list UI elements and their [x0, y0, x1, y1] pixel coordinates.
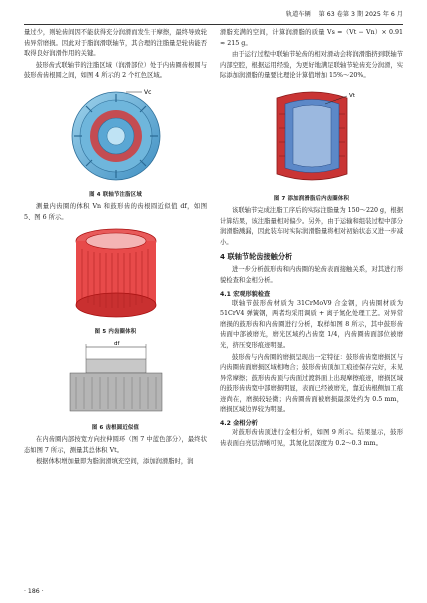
subsection-heading: 4.2 金相分析 [220, 420, 258, 428]
figure-7-marker: Vt [348, 92, 355, 99]
paragraph: 该联轴节完成注脂工序后的实际注脂量为 150～220 g，根据计算结果，该注脂量相对偏少。另外，由于运输和组装过程中部分润滑脂溅漏，因此装车时实际润滑脂量将相对初始状态又进一步减小。 [220, 206, 403, 246]
figure-4-caption: 图 4 联轴节注脂区域 [89, 191, 142, 198]
figure-5-caption: 图 5 内齿圈体积 [94, 329, 137, 336]
paragraph: 鼓形齿式联轴节的注脂区域（润滑部位）处于内齿圈齿根圆与鼓形齿齿根圆之间，如图 4 所示的 2 个红色区域。 [24, 61, 207, 80]
issue-info: 第 63 卷第 3 期 2025 年 6 月 [318, 11, 403, 18]
page-number: · 186 · [24, 588, 44, 595]
paragraph: 鼓形齿与内齿圈的磨损呈现出一定特征：鼓形齿齿宽磨损区与内齿圈齿面磨损区域相吻合；鼓形齿齿顶加工痕迹保存完好，未见异常摩擦；鼓形齿齿顶与齿面过渡斜面上出现摩擦痕迹，磨损区域的鼓形齿齿宽中部磨损明显，表面已经被磨光，靠近齿根侧加工痕迹尚在，磨损较轻微；内齿圈齿面被磨损最深处约为 0.5 mm，磨损区域边界较为明显。 [220, 353, 403, 414]
inner-ring-volume-image [63, 225, 169, 321]
journal-name: 轨道车辆 [285, 11, 311, 18]
paragraph: 滑脂充满的空间，计算润滑脂的质量 Vs =（Vt − Vn）× 0.91 ≈ 215 g。 [220, 29, 403, 47]
left-column [24, 28, 207, 469]
section-heading: 4 联轴节轮齿接触分析 [220, 252, 293, 262]
figure-7-caption: 图 7 添加润滑脂后内齿圈体积 [273, 195, 350, 202]
right-column [220, 28, 403, 450]
subsection-heading: 4.1 宏观形貌检查 [220, 290, 271, 298]
running-header [24, 8, 403, 25]
paragraph: 在内齿圈内部按宽方向拉伸圆环（图 7 中蓝色部分），最终状态如图 7 所示，测量其总体积 Vt。 [24, 436, 207, 454]
paragraph: 由于运行过程中联轴节轮齿的相对滑动会将润滑脂挤到联轴节内部空腔，根据运用经验，为更好地满足联轴节轮齿充分润滑，实际添加润滑脂的量要比理论计算值增加 15%～20%。 [220, 51, 403, 80]
figure-6 [24, 339, 207, 421]
figure-6-caption: 图 6 齿根圆近似值 [91, 425, 140, 432]
coupling-grease-area-image [56, 84, 176, 184]
paragraph: 对鼓形齿齿顶进行金相分析，如图 9 所示。结果显示，鼓形齿表面白亮层清晰可见，其氮化层深度为 0.2～0.3 mm。 [220, 429, 403, 447]
root-circle-approximation-image [56, 339, 176, 417]
figure-6-dimension: df [113, 341, 119, 348]
paragraph: 进一步分析鼓形齿和内齿圈的轮齿表面接触关系，对其进行形貌检查和金相分析。 [220, 266, 403, 284]
paragraph: 联轴节鼓形齿材质为 31CrMoV9 合金钢，内齿圈材质为 51CrV4 弹簧钢，两者均采用调质 + 离子氮化处理工艺。对异常磨损的鼓形齿和内齿圈进行分析，取样如图 8 所示，其中鼓形齿齿面中部被磨光，磨光区域约占齿宽 1/4，内齿圈齿面部位被磨光，挤压变形痕迹明显。 [220, 299, 403, 349]
paragraph: 根据体积增加量即为脂润滑填充空间，添加润滑脂时，润 [36, 458, 194, 466]
paragraph: 量过少，则轮齿间因不能获得充分润滑而发生干摩擦，最终导致轮齿异常磨损。因此对于脂润滑联轴节，其合理的注脂量是轮齿能否取得良好润滑作用的关键。 [24, 29, 207, 58]
figure-4 [24, 84, 207, 188]
inner-ring-after-grease-image [257, 84, 367, 188]
figure-4-marker: Vc [143, 88, 151, 96]
figure-5 [24, 225, 207, 325]
paragraph: 测量内齿圈的体积 Vn 和鼓形齿的齿根圆近似值 df，如图 5、图 6 所示。 [24, 202, 207, 221]
figure-7 [220, 84, 403, 192]
